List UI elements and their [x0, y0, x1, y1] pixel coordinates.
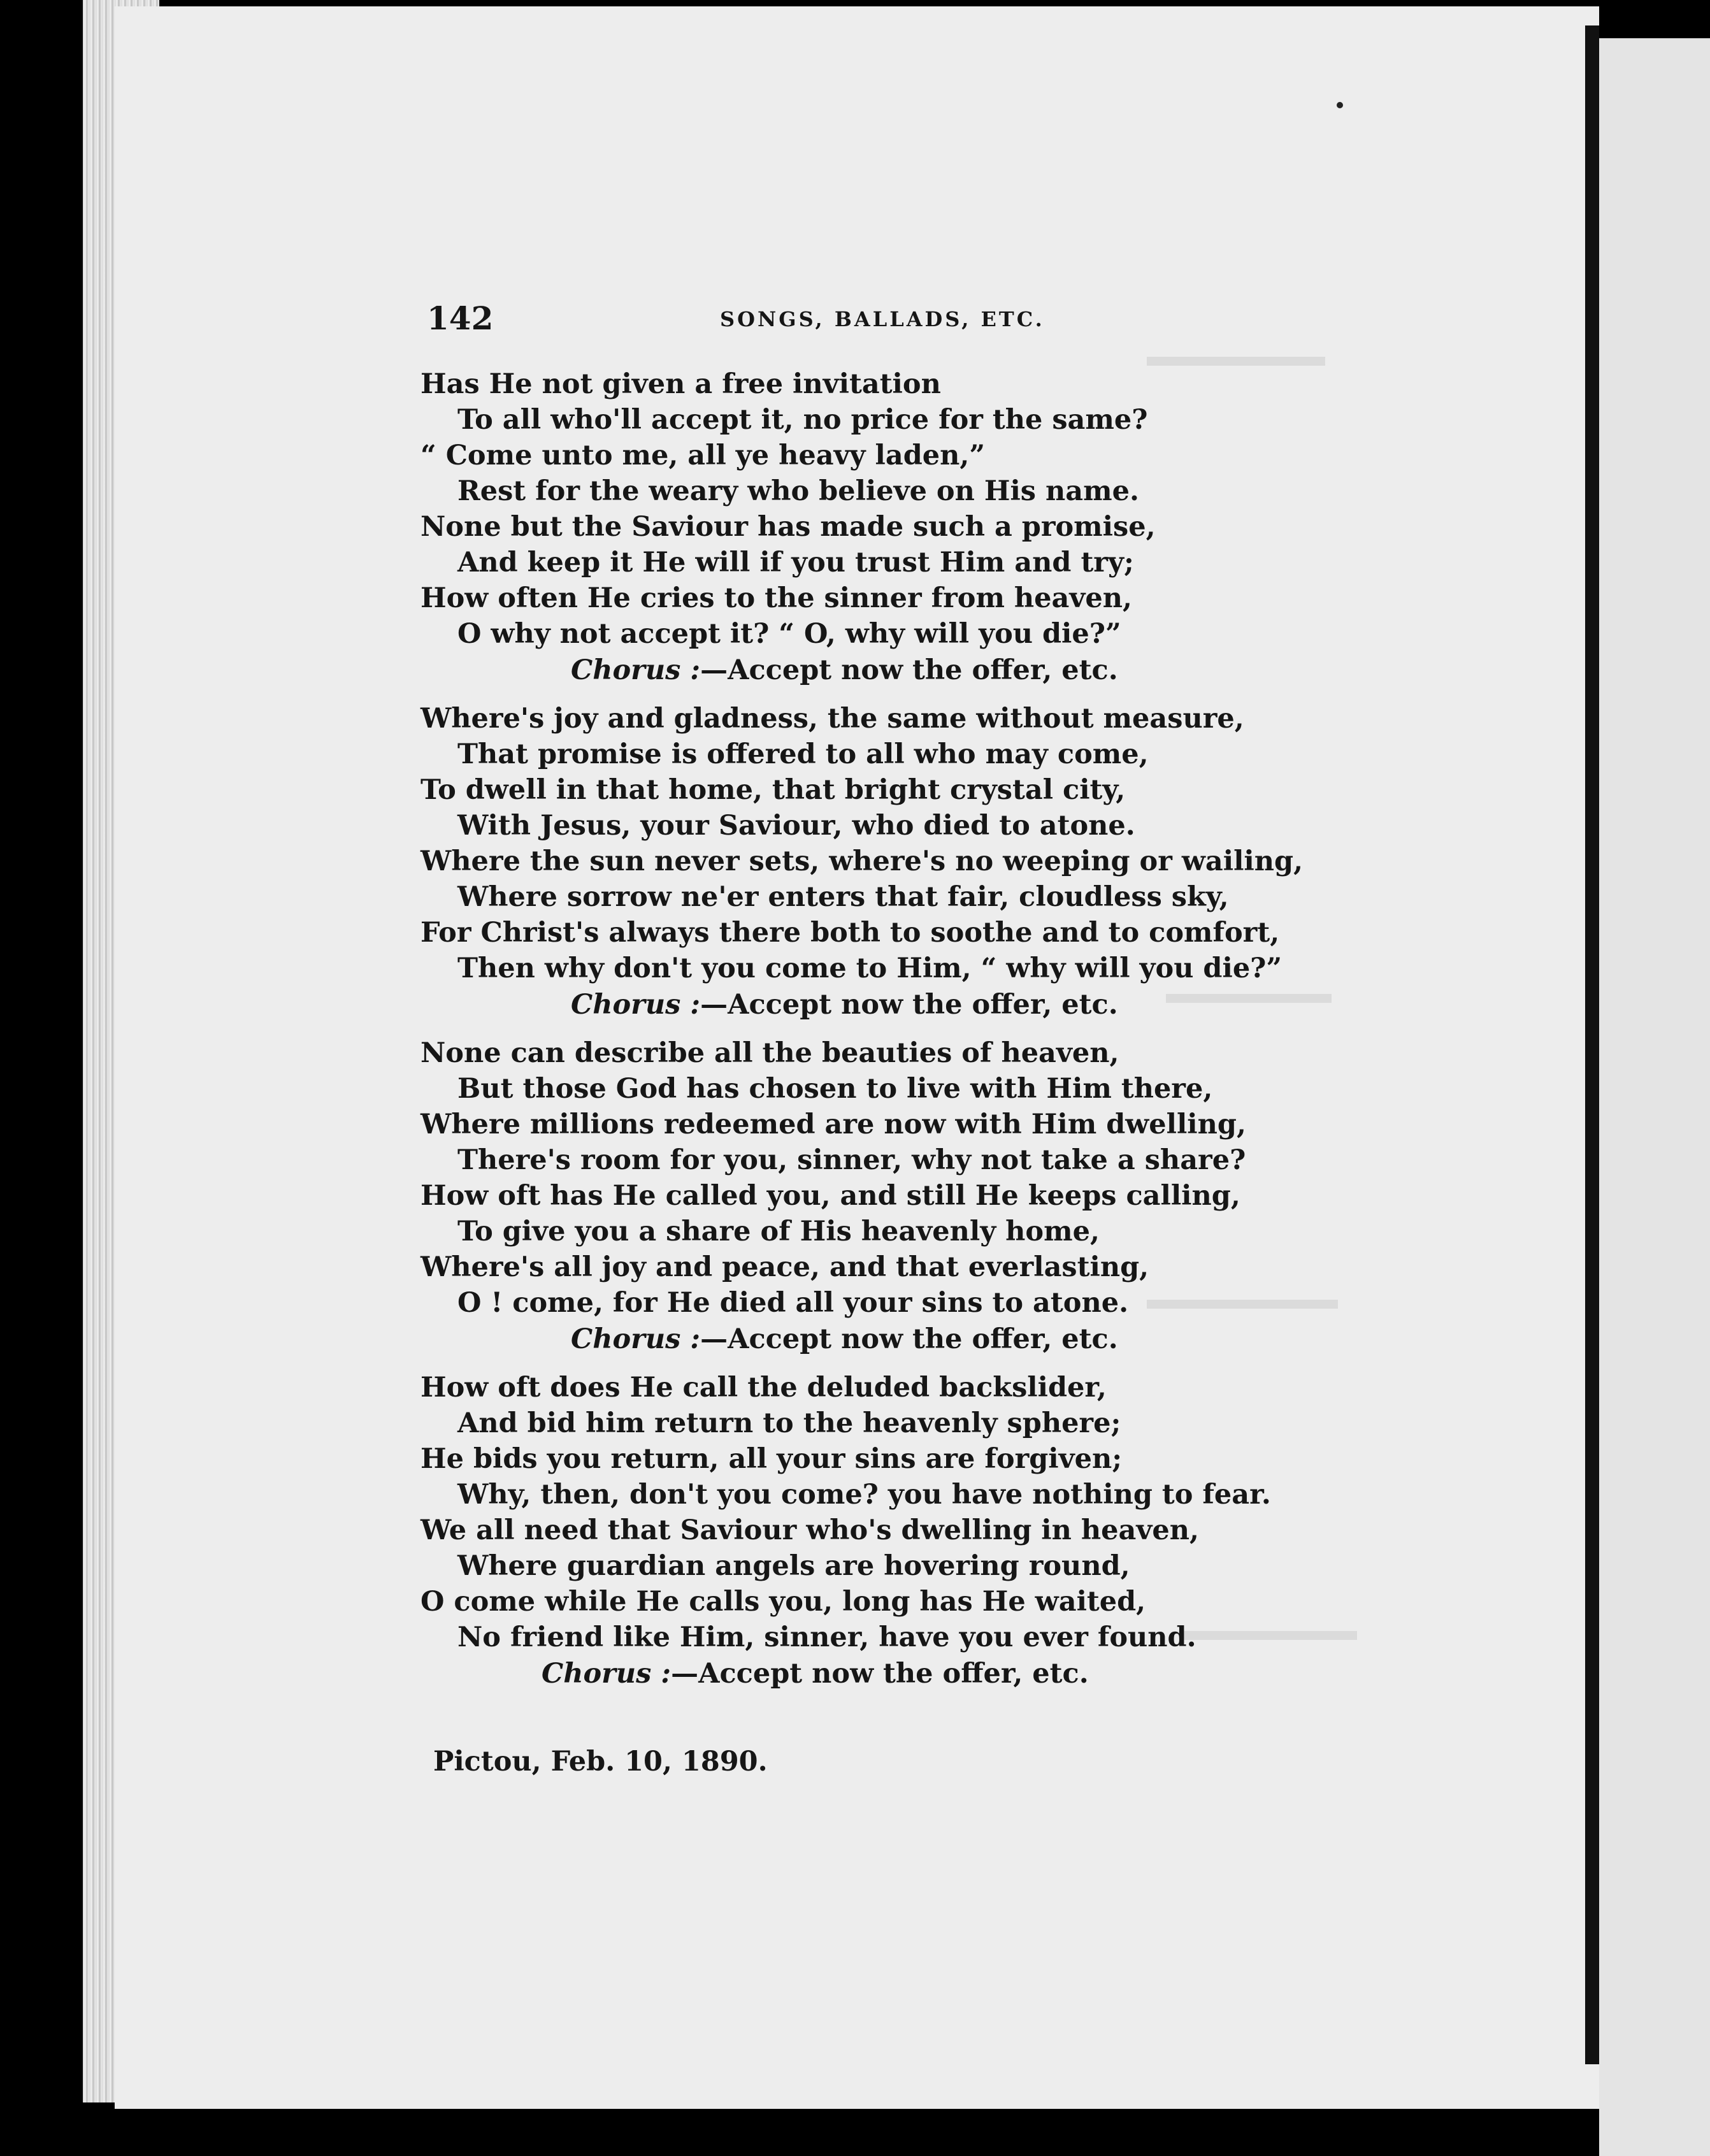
chorus-line [420, 986, 1542, 1023]
chorus-label: Chorus : [571, 1323, 701, 1355]
verse-line: With Jesus, your Saviour, who died to atone. [457, 810, 1135, 842]
binding-gutter [1585, 25, 1599, 2064]
verse-line: Why, then, don't you come? you have nothing to fear. [457, 1479, 1271, 1511]
page-number: 142 [427, 299, 494, 337]
verse-line: O why not accept it? “ O, why will you die?” [457, 618, 1121, 650]
verse-line: How oft has He called you, and still He keeps calling, [420, 1180, 1240, 1212]
verse-line: And keep it He will if you trust Him and try; [457, 547, 1134, 579]
ink-speck [1337, 102, 1343, 108]
chorus-line [420, 1321, 1542, 1358]
chorus-label: Chorus : [571, 989, 701, 1021]
running-title: SONGS, BALLADS, ETC. [720, 307, 1045, 331]
verse-line: That promise is offered to all who may come, [457, 738, 1149, 770]
verse-line: No friend like Him, sinner, have you ever found. [457, 1621, 1196, 1653]
signoff-date: Pictou, Feb. 10, 1890. [433, 1746, 768, 1778]
facing-page-strip [1599, 38, 1710, 2156]
stanza-2 [420, 701, 1542, 1023]
chorus-text: —Accept now the offer, etc. [700, 654, 1118, 686]
verse-line: How often He cries to the sinner from heaven, [420, 582, 1132, 614]
page-header [427, 299, 1064, 338]
chorus-line [420, 1655, 1542, 1692]
verse-line: O ! come, for He died all your sins to atone. [457, 1287, 1129, 1319]
verse-line: To all who'll accept it, no price for the same? [457, 404, 1148, 436]
verse-line: None can describe all the beauties of heaven, [420, 1037, 1119, 1069]
chorus-label: Chorus : [542, 1658, 672, 1690]
verse-line: Rest for the weary who believe on His name. [457, 475, 1139, 507]
chorus-text: —Accept now the offer, etc. [700, 1323, 1118, 1355]
verse-line: To give you a share of His heavenly home, [457, 1216, 1100, 1247]
verse-line: Has He not given a free invitation [420, 368, 941, 400]
verse-line: Where sorrow ne'er enters that fair, cloudless sky, [457, 881, 1229, 913]
verse-line: And bid him return to the heavenly sphere; [457, 1407, 1121, 1439]
verse-line: Where millions redeemed are now with Him dwelling, [420, 1109, 1246, 1140]
verse-line: “ Come unto me, all ye heavy laden,” [420, 440, 986, 471]
verse-line: To dwell in that home, that bright crystal city, [420, 774, 1126, 806]
verse-line: Where's all joy and peace, and that everlasting, [420, 1251, 1149, 1283]
verse-line: O come while He calls you, long has He waited, [420, 1586, 1146, 1618]
verse-line: But those God has chosen to live with Him there, [457, 1073, 1213, 1105]
verse-line: Where guardian angels are hovering round, [457, 1550, 1130, 1582]
verse-line: None but the Saviour has made such a promise, [420, 511, 1156, 543]
chorus-line [420, 652, 1542, 689]
verse-line: For Christ's always there both to soothe and to comfort, [420, 917, 1280, 949]
stanza-3 [420, 1035, 1542, 1358]
chorus-label: Chorus : [571, 654, 701, 686]
verse-line: How oft does He call the deluded backslider, [420, 1372, 1107, 1404]
chorus-text: —Accept now the offer, etc. [700, 989, 1118, 1021]
verse-line: Then why don't you come to Him, “ why will you die?” [457, 952, 1282, 984]
stanza-1 [420, 366, 1542, 689]
chorus-text: —Accept now the offer, etc. [671, 1658, 1089, 1690]
verse-line: Where's joy and gladness, the same without measure, [420, 703, 1244, 735]
verse-line: He bids you return, all your sins are forgiven; [420, 1443, 1123, 1475]
show-through-mark [1147, 357, 1325, 366]
stanza-4 [420, 1370, 1542, 1692]
verse-line: Where the sun never sets, where's no weeping or wailing, [420, 845, 1304, 877]
verse-line: We all need that Saviour who's dwelling in heaven, [420, 1514, 1199, 1546]
verse-line: There's room for you, sinner, why not take a share? [457, 1144, 1246, 1176]
